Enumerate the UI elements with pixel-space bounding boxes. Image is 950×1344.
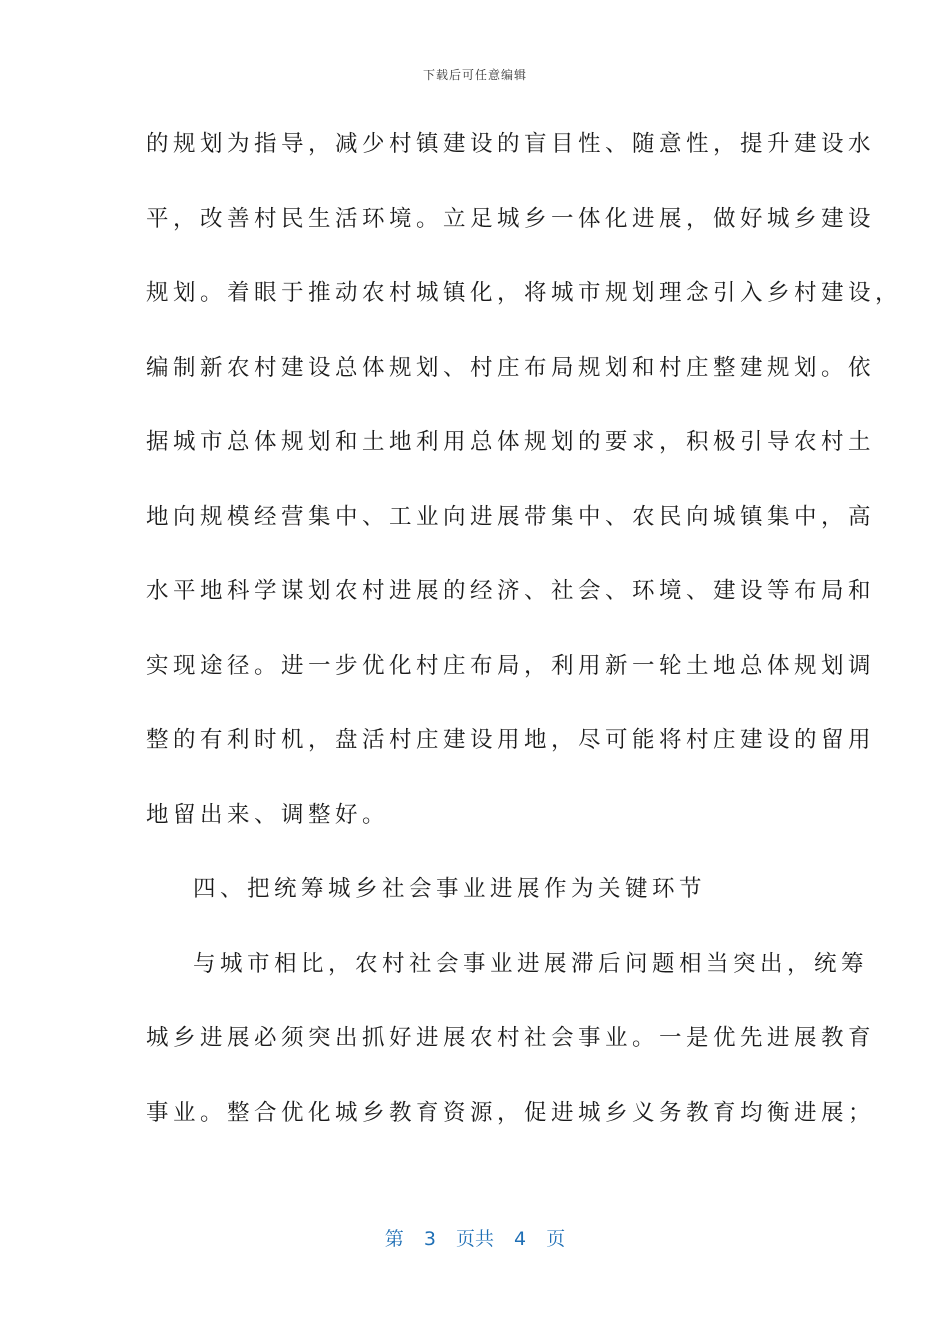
text-line: 地留出来、调整好。 — [146, 801, 390, 828]
text-line: 编制新农村建设总体规划、村庄布局规划和村庄整建规划。依 — [146, 354, 876, 381]
section-heading: 四、把统筹城乡社会事业进展作为关键环节 — [193, 876, 707, 902]
text-line: 实现途径。进一步优化村庄布局，利用新一轮土地总体规划调 — [146, 652, 876, 679]
document-body — [146, 124, 903, 1167]
page-number-prefix: 第 — [384, 1228, 404, 1250]
text-line: 整的有利时机，盘活村庄建设用地，尽可能将村庄建设的留用 — [146, 727, 876, 753]
text-line: 事业。整合优化城乡教育资源，促进城乡义务教育均衡进展； — [146, 1099, 876, 1126]
text-line: 水平地科学谋划农村进展的经济、社会、环境、建设等布局和 — [146, 578, 876, 604]
page-footer — [0, 1224, 950, 1251]
header-note: 下载后可任意编辑 — [422, 68, 527, 82]
text-line: 平，改善村民生活环境。立足城乡一体化进展，做好城乡建设 — [146, 205, 876, 232]
text-line: 地向规模经营集中、工业向进展带集中、农民向城镇集中，高 — [146, 503, 876, 530]
page-number-middle: 页共 — [455, 1228, 494, 1250]
text-line: 的规划为指导，减少村镇建设的盲目性、随意性，提升建设水 — [146, 131, 876, 157]
text-line: 规划。着眼于推动农村城镇化，将城市规划理念引入乡村建设， — [146, 280, 903, 306]
text-line: 与城市相比，农村社会事业进展滞后问题相当突出，统筹 — [193, 950, 869, 977]
page-number-suffix: 页 — [546, 1228, 566, 1250]
text-line: 据城市总体规划和土地利用总体规划的要求，积极引导农村土 — [146, 429, 876, 455]
text-line: 城乡进展必须突出抓好进展农村社会事业。一是优先进展教育 — [146, 1025, 876, 1051]
page-number-current: 3 — [423, 1228, 436, 1250]
page-number-total: 4 — [514, 1228, 527, 1250]
